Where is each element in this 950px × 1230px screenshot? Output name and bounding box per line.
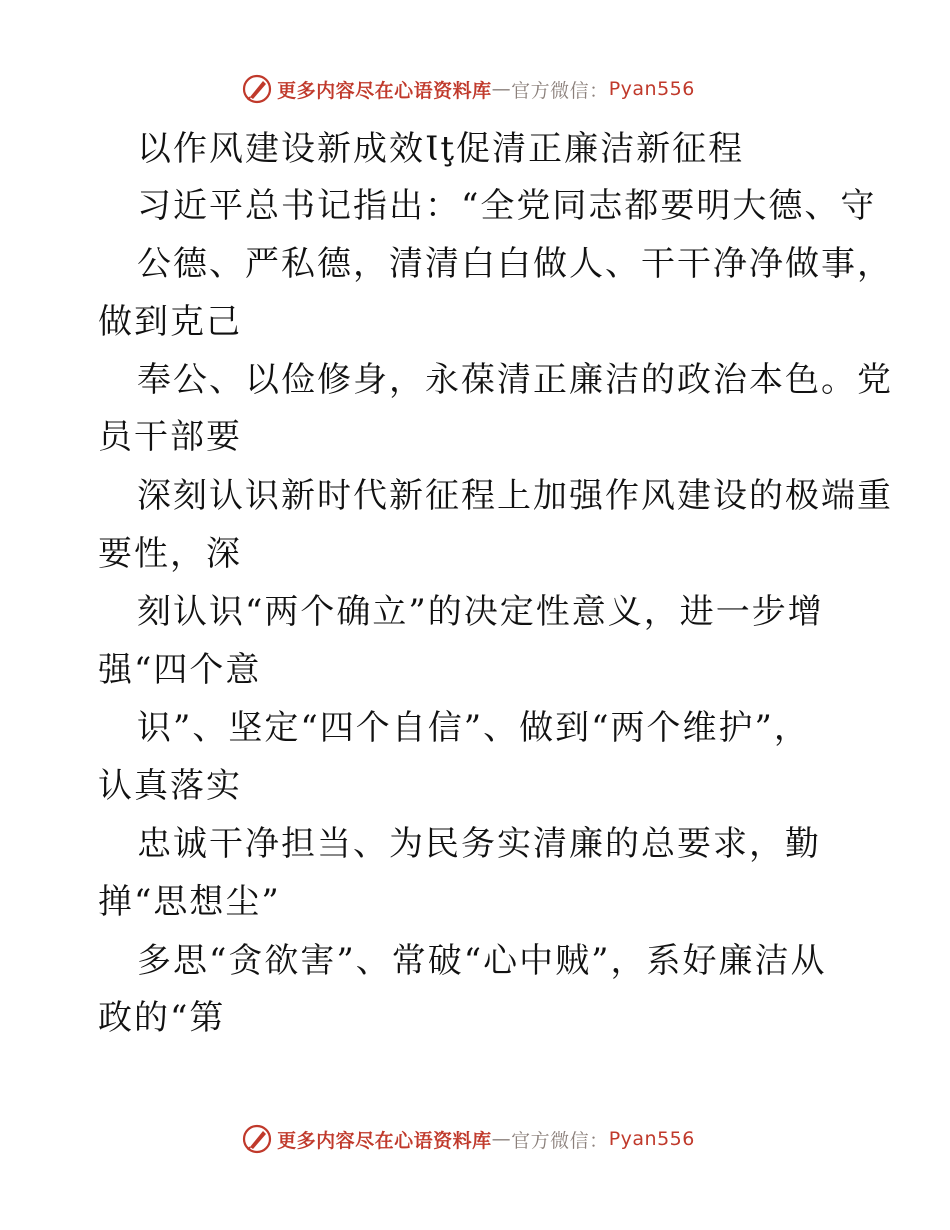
banner-official-label: 官方微信： bbox=[511, 79, 609, 102]
body-line: 员干部要 bbox=[98, 417, 242, 457]
body-line: 刻认识“两个确立”的决定性意义，进一步增 bbox=[137, 592, 824, 632]
quill-logo-icon bbox=[241, 73, 273, 105]
body-line: 公德、严私德，清清白白做人、干干净净做事， bbox=[137, 244, 893, 284]
body-line: 习近平总书记指出：“全党同志都要明大德、守 bbox=[137, 186, 877, 226]
body-line: 做到克己 bbox=[98, 302, 242, 342]
body-line: 忠诚干净担当、为民务实清廉的总要求，勤 bbox=[137, 824, 821, 864]
body-line: 强“四个意 bbox=[98, 650, 262, 690]
body-line: 识”、坚定“四个自信”、做到“两个维护”， bbox=[137, 708, 810, 748]
banner-dash: — bbox=[491, 1128, 512, 1150]
quill-logo-icon bbox=[241, 1123, 273, 1155]
banner-main-text: 更多内容尽在心语资料库 bbox=[277, 1129, 492, 1152]
document-title: 以作风建设新成效Ɩţ促清正廉洁新征程 bbox=[137, 129, 745, 169]
body-line: 政的“第 bbox=[98, 998, 226, 1038]
banner-wechat-id: Pyan556 bbox=[608, 1128, 695, 1150]
banner-wechat-id: Pyan556 bbox=[608, 78, 695, 100]
body-line: 多思“贪欲害”、常破“心中贼”，系好廉洁从 bbox=[137, 941, 827, 981]
body-line: 认真落实 bbox=[98, 766, 242, 806]
body-line: 奉公、以俭修身，永葆清正廉洁的政治本色。党 bbox=[137, 360, 893, 400]
body-line: 要性，深 bbox=[98, 534, 242, 574]
body-line: 深刻认识新时代新征程上加强作风建设的极端重 bbox=[137, 476, 893, 516]
banner-dash: — bbox=[491, 78, 512, 100]
header-watermark-banner bbox=[0, 71, 950, 107]
footer-watermark-banner bbox=[0, 1121, 950, 1157]
body-line: 掸“思想尘” bbox=[98, 882, 281, 922]
banner-official-label: 官方微信： bbox=[511, 1129, 609, 1152]
banner-main-text: 更多内容尽在心语资料库 bbox=[277, 79, 492, 102]
